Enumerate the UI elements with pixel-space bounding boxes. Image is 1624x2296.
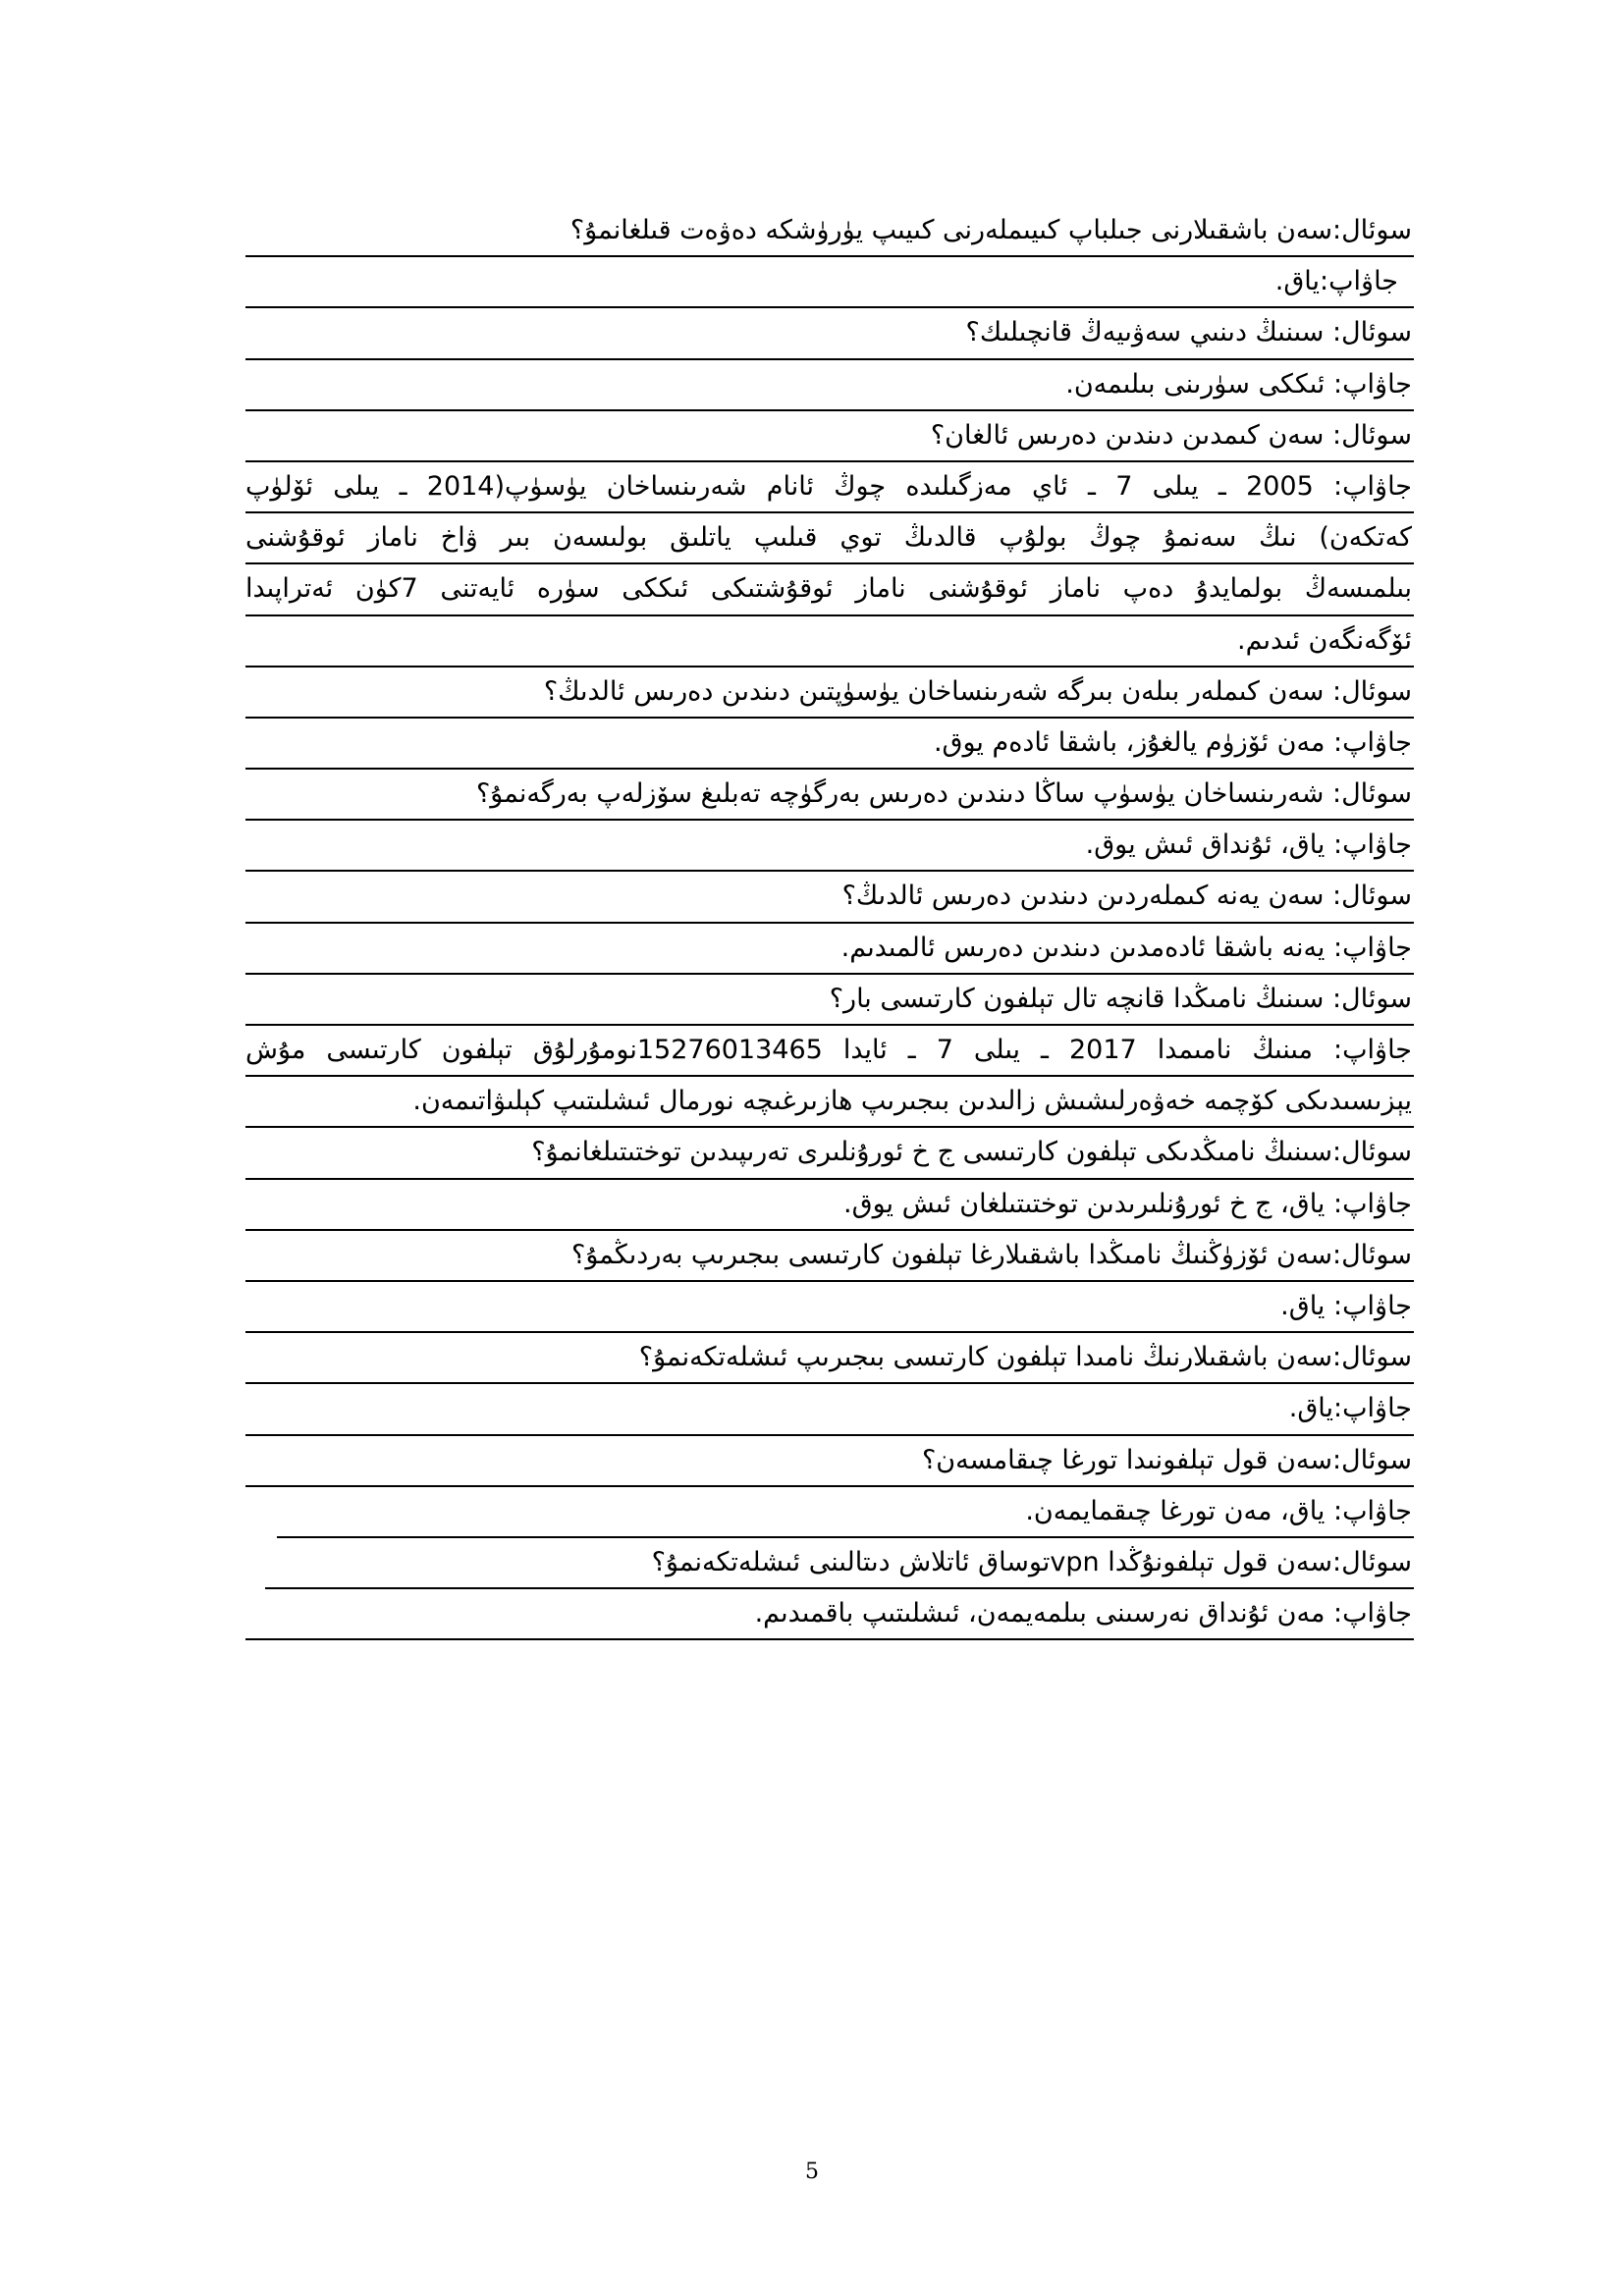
question-line: سوئال:سەن قول تېلفونىدا تورغا چىقامسەن؟ [245, 1436, 1414, 1487]
question-line: سوئال: سىنىڭ دىنىي سەۋىيەڭ قانچىلىك؟ [245, 308, 1414, 359]
question-line: سوئال:سەن باشقىلارنىڭ نامىدا تېلفون كارتىسى بىجىرىپ ئىشلەتكەنمۇ؟ [245, 1333, 1414, 1384]
question-line: سوئال: سەن كىمدىن دىندىن دەرىس ئالغان؟ [245, 411, 1414, 462]
answer-continuation-line: ئۆگەنگەن ئىدىم. [245, 616, 1414, 667]
answer-line: جاۋاپ: يەنە باشقا ئادەمدىن دىندىن دەرىس ئالمىدىم. [245, 924, 1414, 975]
answer-continuation-line: بىلمىسەڭ بولمايدۇ دەپ ناماز ئوقۇشنى ناماز ئوقۇشتىكى ئىككى سۈرە ئايەتنى 7كۈن ئەتراپىدا [245, 564, 1414, 615]
question-line: سوئال: سەن يەنە كىملەردىن دىندىن دەرىس ئالدىڭ؟ [245, 872, 1414, 923]
question-line: سوئال:سەن باشقىلارنى جىلباپ كىيىملەرنى كىيىپ يۈرۈشكە دەۋەت قىلغانمۇ؟ [245, 206, 1414, 257]
answer-line: جاۋاپ: ياق. [245, 1282, 1414, 1333]
answer-line: جاۋاپ: ئىككى سۈرىنى بىلىمەن. [245, 360, 1414, 411]
question-line: سوئال: سەن كىملەر بىلەن بىرگە شەرىنساخان يۈسۈپتىن دىندىن دەرىس ئالدىڭ؟ [245, 667, 1414, 719]
answer-line: جاۋاپ: مىنىڭ نامىمدا 2017 ـ يىلى 7 ـ ئايدا 15276013465نومۇرلۇق تېلفون كارتىسى مۇش [245, 1026, 1414, 1077]
question-line: سوئال:سەن ئۆزۈڭنىڭ نامىڭدا باشقىلارغا تېلفون كارتىسى بىجىرىپ بەردىڭمۇ؟ [245, 1231, 1414, 1282]
answer-line: جاۋاپ: ياق، ج خ ئورۇنلىرىدىن توختىتىلغان ئىش يوق. [245, 1180, 1414, 1231]
answer-continuation-line: كەتكەن) نىڭ سەنمۇ چوڭ بولۇپ قالدىڭ توي قىلىپ ياتلىق بولىسەن بىر ۋاخ ناماز ئوقۇشنى [245, 513, 1414, 564]
question-line: سوئال: شەرىنساخان يۈسۈپ ساڭا دىندىن دەرىس بەرگۈچە تەبلىغ سۆزلەپ بەرگەنمۇ؟ [245, 770, 1414, 821]
answer-line: جاۋاپ: مەن ئۇنداق نەرسىنى بىلمەيمەن، ئىشلىتىپ باقمىدىم. [245, 1589, 1414, 1640]
question-line: سوئال:سىنىڭ نامىڭدىكى تېلفون كارتىسى ج خ ئورۇنلىرى تەرىپىدىن توختىتىلغانمۇ؟ [245, 1128, 1414, 1179]
answer-continuation-line: يېزىسىدىكى كۆچمە خەۋەرلىشىش زالىدىن بىجىرىپ ھازىرغىچە نورمال ئىشلىتىپ كېلىۋاتىمەن. [245, 1077, 1414, 1128]
page-number: 5 [805, 2160, 819, 2184]
answer-line: جاۋاپ: ياق، ئۇنداق ئىش يوق. [245, 821, 1414, 872]
answer-line: جاۋاپ: مەن ئۆزۈم يالغۇز، باشقا ئادەم يوق. [245, 719, 1414, 770]
answer-line: جاۋاپ: ياق، مەن تورغا چىقمايمەن. [277, 1487, 1414, 1538]
question-line: سوئال: سىنىڭ نامىڭدا قانچە تال تېلفون كارتىسى بار؟ [245, 975, 1414, 1026]
answer-line: جاۋاپ:ياق. [245, 257, 1414, 308]
interview-transcript [245, 206, 1414, 1640]
answer-line: جاۋاپ:ياق. [245, 1384, 1414, 1435]
question-line: سوئال:سەن قول تېلفونۇڭدا vpnتوساق ئاتلاش دىتالىنى ئىشلەتكەنمۇ؟ [265, 1538, 1414, 1589]
answer-line: جاۋاپ: 2005 ـ يىلى 7 ـ ئاي مەزگىلىدە چوڭ ئانام شەرىنساخان يۈسۈپ(2014 ـ يىلى ئۆلۈپ [245, 462, 1414, 513]
